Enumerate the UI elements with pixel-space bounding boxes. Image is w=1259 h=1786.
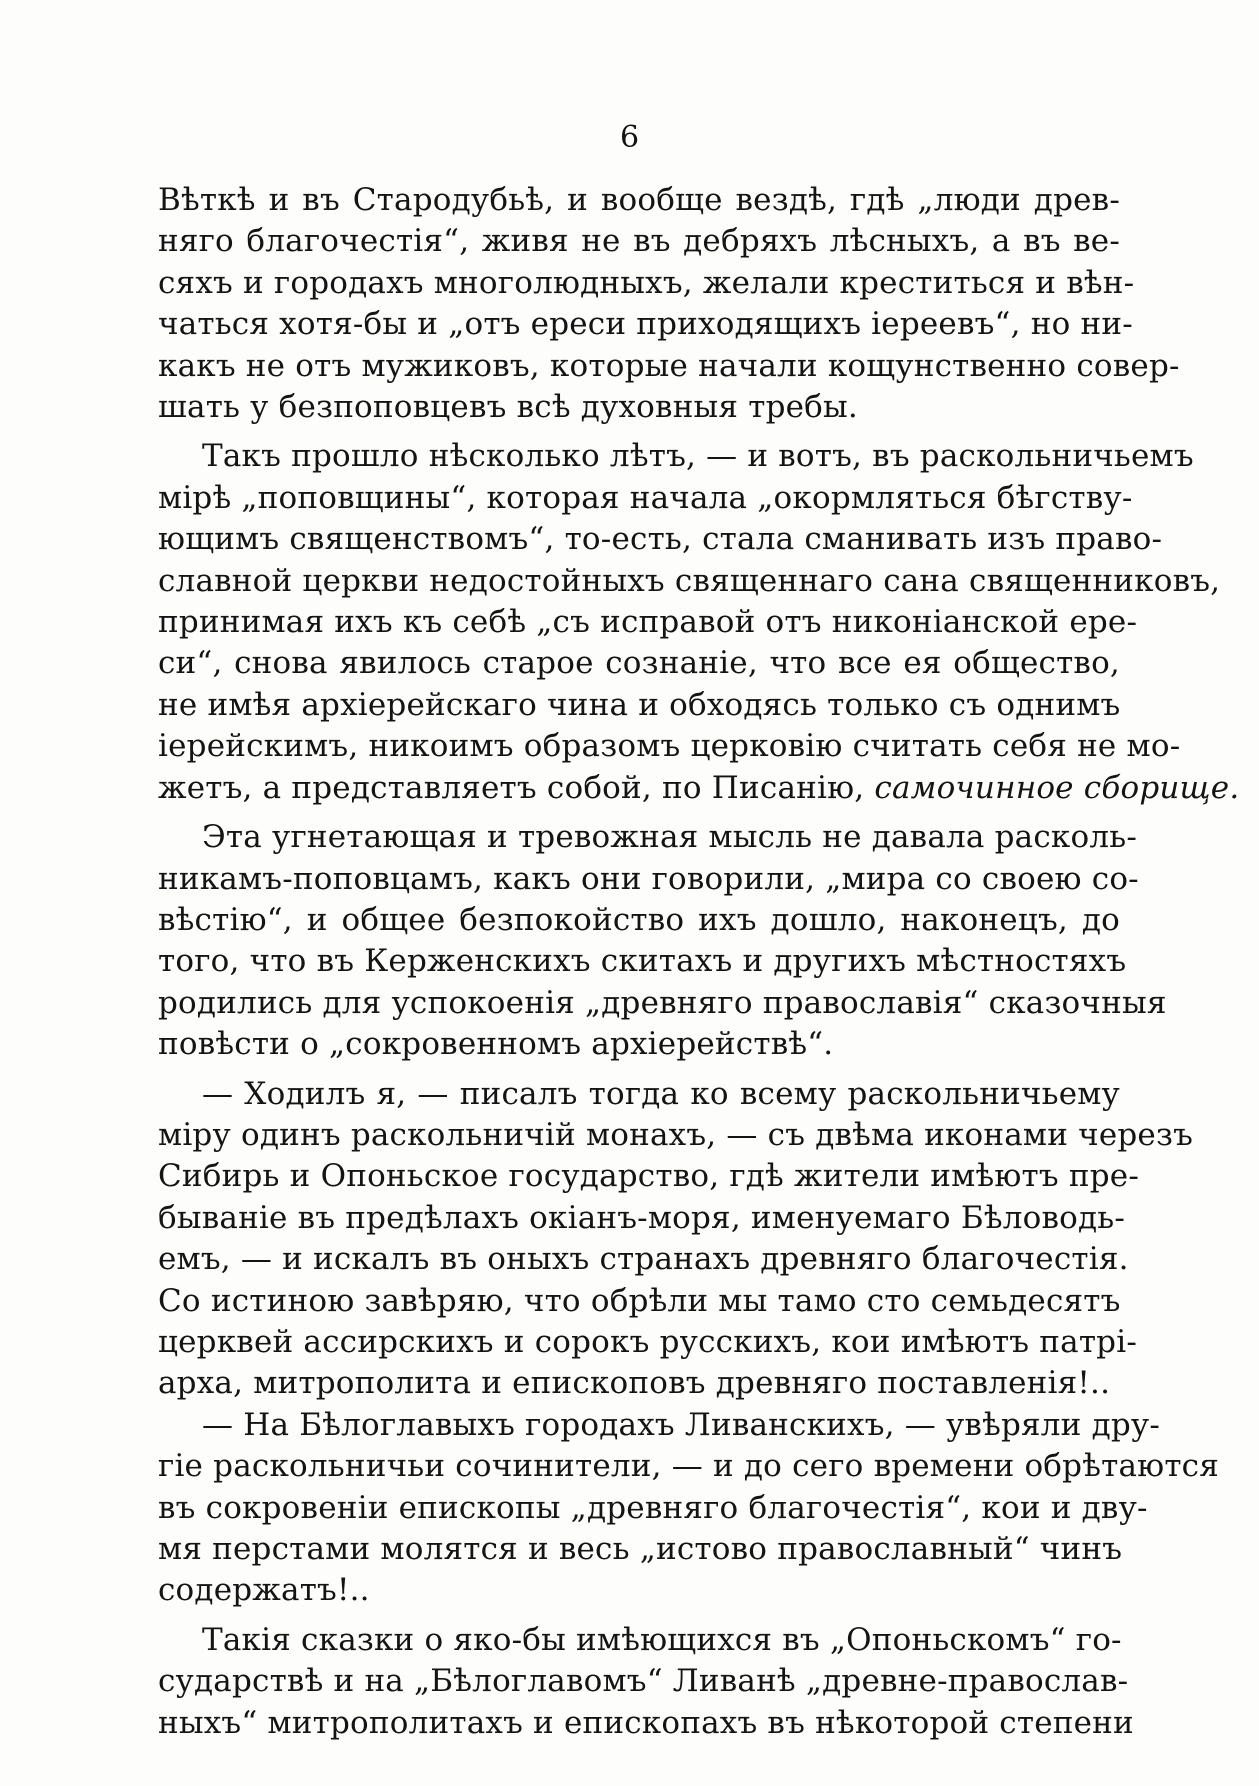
text-line [158, 263, 1135, 304]
text-line [158, 900, 1120, 941]
text-line-content: міру одинъ раскольничій монахъ, — съ двѣма иконами черезъ [158, 1116, 1194, 1153]
text-line-content: Эта угнетающая и тревожная мысль не давала расколь- [202, 819, 1138, 856]
text-line-content: Такъ прошло нѣсколько лѣтъ, — и вотъ, въ раскольничьемъ [202, 438, 1194, 475]
text-line [158, 304, 1133, 345]
body-text [158, 180, 1240, 1744]
text-line [158, 685, 1120, 726]
text-line [158, 983, 1167, 1024]
text-line [158, 436, 1194, 477]
text-line [158, 1570, 1120, 1611]
text-line-content: Со истиною завѣряю, что обрѣли мы тамо сто семьдесятъ [158, 1282, 1121, 1319]
text-line [158, 1488, 1148, 1529]
text-line-content: си“, снова явилось старое сознаніе, что все ея общество, [158, 645, 1120, 682]
text-line [158, 478, 1133, 519]
text-line [158, 1446, 1220, 1487]
text-line [158, 1156, 1140, 1197]
text-line-content: церквей ассирскихъ и сорокъ русскихъ, кои имѣютъ патрі- [158, 1323, 1138, 1360]
text-line [158, 1198, 1126, 1239]
text-line-content: емъ, — и искалъ въ оныхъ странахъ древняго благочестія. [158, 1241, 1129, 1278]
text-line-content: вѣстію“, и общее безпокойство ихъ дошло, наконецъ, до [158, 901, 1120, 938]
text-line [158, 1529, 1123, 1570]
text-line-content: того, что въ Керженскихъ скитахъ и другихъ мѣстностяхъ [158, 943, 1127, 980]
text-line [158, 1074, 1120, 1115]
text-line-content: не имѣя архіерейскаго чина и обходясь только съ однимъ [158, 686, 1121, 723]
text-line [158, 817, 1138, 858]
text-line-content: жетъ, а представляетъ собой, по Писанію, [158, 769, 865, 806]
text-line-content: никамъ-поповцамъ, какъ они говорили, „мира со своею со- [158, 860, 1139, 897]
text-line-content: мірѣ „поповщины“, которая начала „окормляться бѣгству- [158, 479, 1133, 516]
text-line-content: арха, митрополита и епископовъ древняго поставленія!.. [158, 1365, 1111, 1402]
text-line [158, 180, 1120, 221]
text-line-content: Такія сказки о яко-бы имѣющихся въ „Опоньскомъ“ го- [202, 1621, 1122, 1658]
text-line [158, 1024, 1120, 1065]
italic-phrase: самочинное сборище. [874, 769, 1240, 806]
text-line-content: въ сокровеніи епископы „древняго благочестія“, кои и дву- [158, 1489, 1148, 1526]
text-line [158, 1239, 1129, 1280]
text-line [158, 221, 1120, 262]
text-line-content: сударствѣ и на „Бѣлоглавомъ“ Ливанѣ „древне-православ- [158, 1663, 1129, 1700]
text-line [158, 1620, 1120, 1661]
text-line-content: іерейскимъ, никоимъ образомъ церковію считать себя не мо- [158, 728, 1181, 765]
text-line-content: шать у безпоповцевъ всѣ духовныя требы. [158, 389, 858, 426]
text-line-content: Сибирь и Опоньское государство, гдѣ жители имѣютъ пре- [158, 1158, 1140, 1195]
text-line [158, 941, 1127, 982]
text-line-content: — На Бѣлоглавыхъ городахъ Ливанскихъ, — увѣряли дру- [202, 1406, 1161, 1443]
text-line [158, 1363, 1120, 1404]
text-line [158, 1115, 1194, 1156]
text-line-content: родились для успокоенія „древняго православія“ сказочныя [158, 984, 1167, 1021]
text-line-content: сяхъ и городахъ многолюдныхъ, желали креститься и вѣн- [158, 264, 1135, 301]
text-line-content: ныхъ“ митрополитахъ и епископахъ въ нѣкоторой степени [158, 1704, 1134, 1741]
text-line [158, 1661, 1129, 1702]
text-line [158, 768, 1240, 809]
text-line-content: Вѣткѣ и въ Стародубьѣ, и вообще вездѣ, гдѣ „люди древ- [158, 182, 1120, 218]
text-line-content: какъ не отъ мужиковъ, которые начали кощунственно совер- [158, 347, 1180, 384]
text-line [158, 561, 1221, 602]
text-line-content: гіе раскольничьи сочинители, — и до сего времени обрѣтаются [158, 1448, 1220, 1485]
text-line [158, 346, 1180, 387]
text-line [158, 1322, 1138, 1363]
page-number: 6 [619, 120, 640, 155]
text-line [158, 859, 1139, 900]
text-line-content: чаться хотя-бы и „отъ ереси приходящихъ іереевъ“, но ни- [158, 306, 1133, 343]
text-line-content: содержатъ!.. [158, 1572, 370, 1609]
text-line [158, 387, 1120, 428]
text-line-content: бываніе въ предѣлахъ окіанъ-моря, именуемаго Бѣловодь- [158, 1199, 1126, 1236]
text-line [158, 1405, 1161, 1446]
text-line [158, 1703, 1134, 1744]
text-line-content: няго благочестія“, живя не въ дебряхъ лѣсныхъ, а въ ве- [158, 223, 1120, 260]
text-line [158, 643, 1120, 684]
text-line [158, 726, 1181, 767]
text-line-content: мя перстами молятся и весь „истово православный“ чинъ [158, 1531, 1123, 1567]
text-line-content: ющимъ священствомъ“, то-есть, стала сманивать изъ право- [158, 521, 1163, 558]
text-line-content: славной церкви недостойныхъ священнаго сана священниковъ, [158, 562, 1221, 599]
text-line [158, 602, 1138, 643]
text-line-content: повѣсти о „сокровенномъ архіерействѣ“. [158, 1026, 834, 1063]
text-line [158, 519, 1163, 560]
text-line [158, 1281, 1120, 1322]
text-line-content: принимая ихъ къ себѣ „съ исправой отъ никоніанской ере- [158, 604, 1138, 641]
text-line-content: — Ходилъ я, — писалъ тогда ко всему раскольничьему [202, 1075, 1120, 1112]
